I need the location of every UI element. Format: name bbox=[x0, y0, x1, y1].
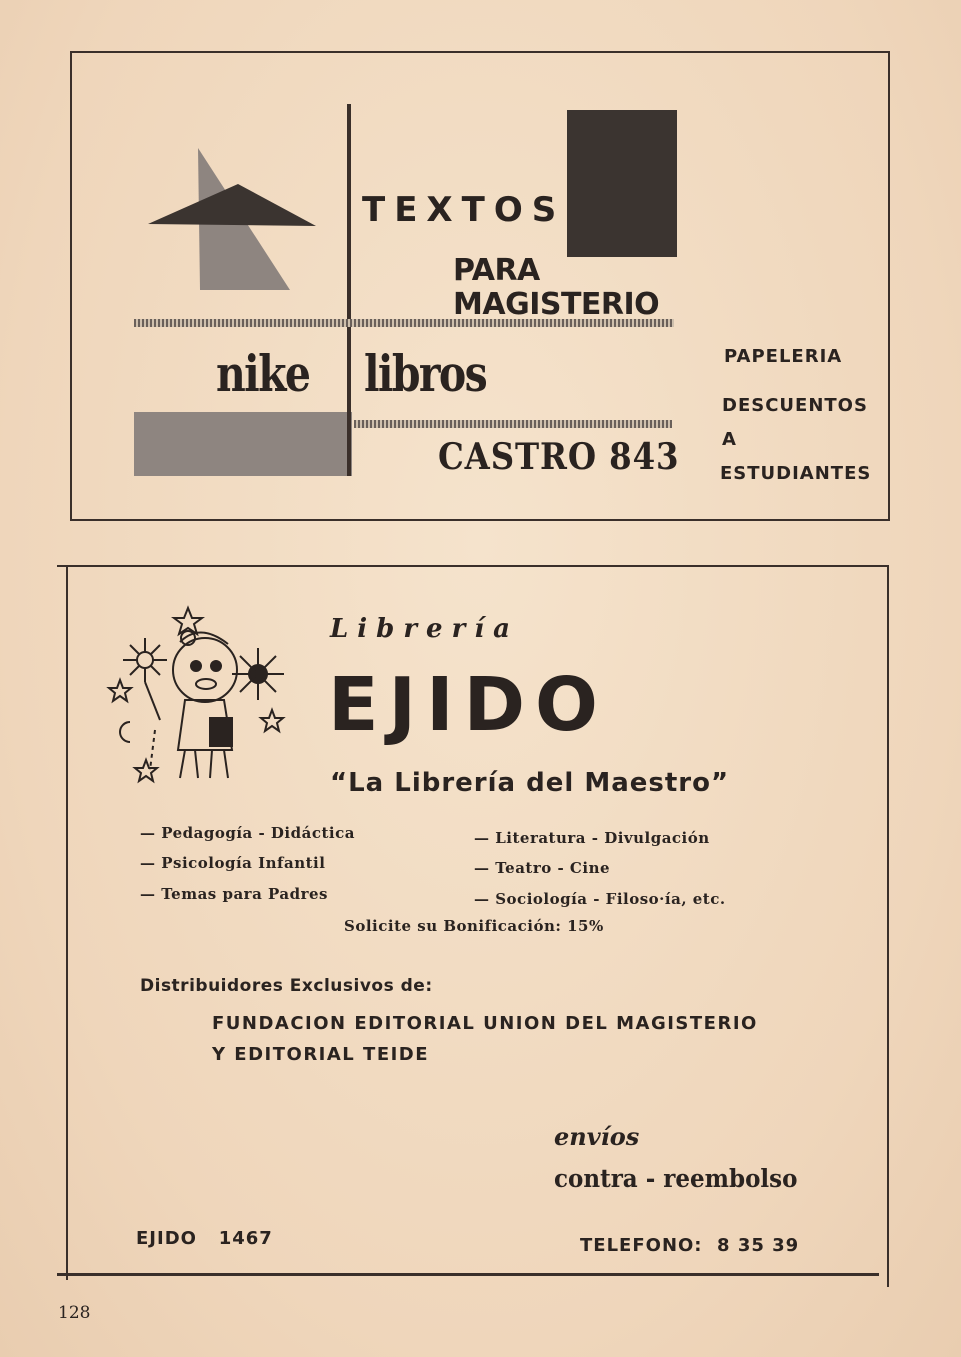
store-phone: TELEFONO: 8 35 39 bbox=[580, 1235, 800, 1256]
left-item-psicologia: — Psicología Infantil bbox=[140, 854, 326, 872]
brand-nike: nike bbox=[216, 344, 310, 403]
shipping-line-1: envíos bbox=[554, 1122, 640, 1151]
left-item-temas: — Temas para Padres bbox=[140, 885, 328, 903]
store-slogan: “La Librería del Maestro” bbox=[330, 768, 730, 798]
side-item-descuentos: DESCUENTOS bbox=[722, 395, 868, 416]
ad-border-left bbox=[66, 565, 68, 1280]
bonus-offer: Solicite su Bonificación: 15% bbox=[344, 917, 604, 935]
side-item-papeleria: PAPELERIA bbox=[724, 346, 843, 367]
right-item-teatro: — Teatro - Cine bbox=[474, 859, 611, 877]
side-item-estudiantes: ESTUDIANTES bbox=[720, 463, 872, 484]
dark-square-block bbox=[567, 110, 677, 257]
page-number: 128 bbox=[58, 1303, 91, 1323]
shipping-line-2: contra - reembolso bbox=[554, 1164, 798, 1193]
left-item-pedagogia: — Pedagogía - Didáctica bbox=[140, 824, 355, 842]
distributor-line-1: FUNDACION EDITORIAL UNION DEL MAGISTERIO bbox=[212, 1013, 758, 1034]
heading-para: PARA bbox=[453, 253, 540, 288]
distributor-line-2: Y EDITORIAL TEIDE bbox=[212, 1044, 430, 1065]
address-castro: CASTRO 843 bbox=[438, 436, 680, 478]
vertical-divider bbox=[347, 104, 351, 476]
store-address: EJIDO 1467 bbox=[136, 1228, 273, 1249]
heading-textos: TEXTOS bbox=[362, 190, 566, 230]
hatched-rule-bottom bbox=[354, 420, 672, 428]
right-item-literatura: — Literatura - Divulgación bbox=[474, 829, 710, 847]
store-name-ejido: EJIDO bbox=[328, 662, 608, 748]
right-item-sociologia: — Sociología - Filoso·ía, etc. bbox=[474, 890, 726, 908]
ad-border-bottom bbox=[57, 1273, 879, 1276]
brand-libros: libros bbox=[364, 344, 487, 403]
geometric-illustration bbox=[130, 140, 360, 480]
label-libreria: Librería bbox=[330, 614, 519, 644]
cartoon-mascot-illustration bbox=[100, 600, 290, 800]
heading-magisterio: MAGISTERIO bbox=[453, 287, 660, 322]
side-item-a: A bbox=[722, 429, 737, 450]
distributors-label: Distribuidores Exclusivos de: bbox=[140, 976, 433, 996]
